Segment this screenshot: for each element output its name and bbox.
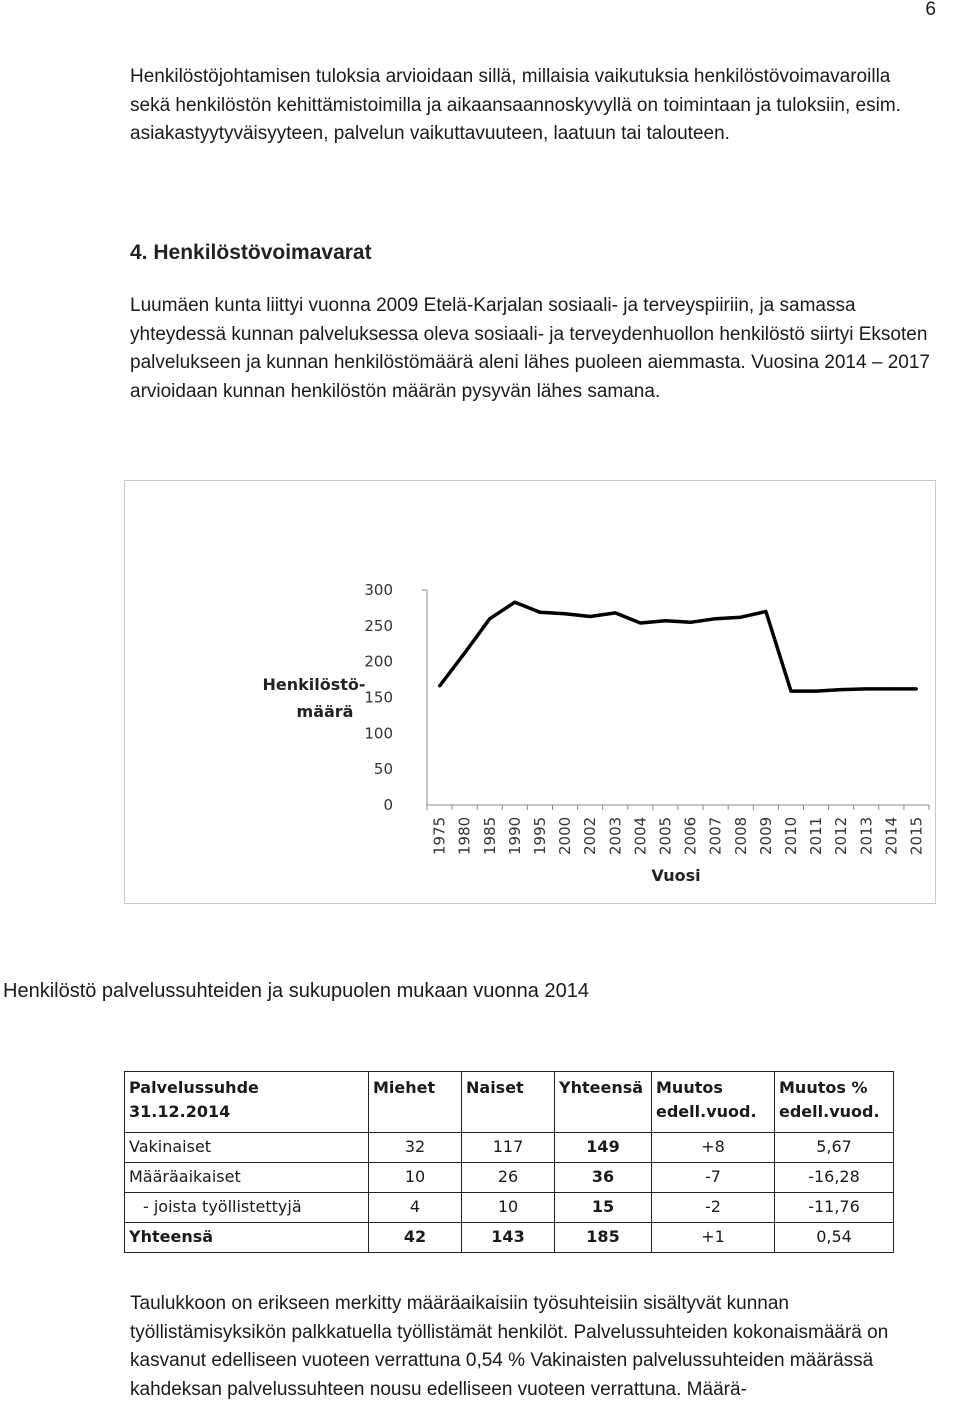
data-point bbox=[789, 690, 792, 693]
x-tick-label: 1990 bbox=[505, 816, 524, 855]
closing-paragraph: Taulukkoon on erikseen merkitty määräaikaisiin työsuhteisiin sisältyvät kunnan työllistämisyksikön palkkatuella työllistämät henkilöt. Palvelussuhteiden kokonaismäärä on kasvanut edelliseen vuoteen verrattuna 0,54 % Vakinaisten palvelussuhteiden määrässä kahdeksan palvelussuhteen nousu edelliseen vuoteen verrattuna. Määrä- bbox=[130, 1293, 889, 1400]
x-tick-label: 2009 bbox=[756, 816, 775, 855]
staff-table bbox=[124, 1071, 894, 1253]
x-tick-label: 2010 bbox=[781, 816, 800, 855]
data-point bbox=[890, 687, 893, 690]
section-heading bbox=[130, 241, 372, 265]
data-point bbox=[538, 611, 541, 614]
x-tick-label: 2013 bbox=[857, 816, 876, 855]
x-axis-title: Vuosi bbox=[651, 866, 701, 885]
header-muutos-pct: Muutos % edell.vuod. bbox=[775, 1072, 894, 1133]
y-axis-title-line2: määrä bbox=[296, 702, 354, 721]
cell-muutos: +8 bbox=[652, 1133, 775, 1163]
data-point bbox=[739, 616, 742, 619]
cell-muutos-pct: 5,67 bbox=[775, 1133, 894, 1163]
table-header-row bbox=[125, 1072, 894, 1133]
cell-miehet: 10 bbox=[369, 1163, 462, 1193]
x-tick-label: 2015 bbox=[907, 816, 926, 855]
x-tick-label: 1980 bbox=[455, 816, 474, 855]
cell-muutos: +1 bbox=[652, 1223, 775, 1253]
table-row bbox=[125, 1193, 894, 1223]
data-point bbox=[915, 687, 918, 690]
cell-muutos-pct: -16,28 bbox=[775, 1163, 894, 1193]
y-tick-label: 50 bbox=[373, 760, 393, 779]
header-palvelussuhde: Palvelussuhde 31.12.2014 bbox=[125, 1072, 369, 1133]
data-point bbox=[664, 619, 667, 622]
cell-muutos-pct: 0,54 bbox=[775, 1223, 894, 1253]
x-tick-label: 1975 bbox=[430, 816, 449, 855]
data-point bbox=[639, 621, 642, 624]
y-tick-label: 250 bbox=[364, 616, 393, 635]
cell-muutos: -7 bbox=[652, 1163, 775, 1193]
data-point bbox=[589, 615, 592, 618]
data-point bbox=[764, 610, 767, 613]
row-label: Vakinaiset bbox=[125, 1133, 369, 1163]
y-tick-label: 150 bbox=[364, 688, 393, 707]
x-tick-label: 2014 bbox=[882, 816, 901, 855]
data-point bbox=[463, 652, 466, 655]
section-number: 4. bbox=[130, 241, 148, 264]
series-line bbox=[440, 602, 917, 691]
header-naiset: Naiset bbox=[462, 1072, 555, 1133]
table-title: Henkilöstö palvelussuhteiden ja sukupuolen mukaan vuonna 2014 bbox=[3, 980, 589, 1002]
intro-paragraph: Henkilöstöjohtamisen tuloksia arvioidaan sillä, millaisia vaikutuksia henkilöstövoimavaroilla sekä henkilöstön kehittämistoimilla ja aikaansaannoskyvyllä on toimintaan ja tuloksiin, esim. asiakastyytyväisyyteen, palvelun vaikuttavuuteen, laatuun tai talouteen. bbox=[130, 66, 901, 144]
data-point bbox=[513, 601, 516, 604]
y-tick-label: 0 bbox=[383, 796, 393, 814]
cell-yhteensa: 15 bbox=[555, 1193, 652, 1223]
y-axis-title-line1: Henkilöstö- bbox=[262, 675, 366, 694]
row-label: Yhteensä bbox=[125, 1223, 369, 1253]
chart-canvas bbox=[125, 481, 937, 905]
cell-yhteensa: 149 bbox=[555, 1133, 652, 1163]
x-tick-label: 2004 bbox=[631, 816, 650, 855]
cell-miehet: 32 bbox=[369, 1133, 462, 1163]
table-total-row bbox=[125, 1223, 894, 1253]
data-point bbox=[714, 617, 717, 620]
cell-yhteensa: 36 bbox=[555, 1163, 652, 1193]
data-point bbox=[488, 617, 491, 620]
section-title: Henkilöstövoimavarat bbox=[153, 241, 372, 264]
cell-miehet: 42 bbox=[369, 1223, 462, 1253]
cell-yhteensa: 185 bbox=[555, 1223, 652, 1253]
row-label: Määräaikaiset bbox=[125, 1163, 369, 1193]
cell-miehet: 4 bbox=[369, 1193, 462, 1223]
x-tick-label: 2008 bbox=[731, 816, 750, 855]
y-tick-label: 100 bbox=[364, 724, 393, 743]
x-tick-label: 2002 bbox=[581, 816, 600, 855]
data-point bbox=[564, 612, 567, 615]
data-point bbox=[815, 690, 818, 693]
table-row bbox=[125, 1133, 894, 1163]
x-tick-label: 1995 bbox=[530, 816, 549, 855]
staff-count-chart bbox=[124, 480, 936, 904]
x-tick-label: 2012 bbox=[832, 816, 851, 855]
cell-naiset: 143 bbox=[462, 1223, 555, 1253]
cell-naiset: 26 bbox=[462, 1163, 555, 1193]
header-yhteensa: Yhteensä bbox=[555, 1072, 652, 1133]
x-tick-label: 2007 bbox=[706, 816, 725, 855]
data-point bbox=[865, 687, 868, 690]
header-miehet: Miehet bbox=[369, 1072, 462, 1133]
x-tick-label: 2005 bbox=[656, 816, 675, 855]
x-tick-label: 1985 bbox=[480, 816, 499, 855]
x-tick-label: 2000 bbox=[556, 816, 575, 855]
page-number: 6 bbox=[925, 0, 936, 20]
header-muutos: Muutos edell.vuod. bbox=[652, 1072, 775, 1133]
data-point bbox=[840, 688, 843, 691]
data-point bbox=[614, 611, 617, 614]
data-point bbox=[689, 621, 692, 624]
cell-naiset: 10 bbox=[462, 1193, 555, 1223]
cell-naiset: 117 bbox=[462, 1133, 555, 1163]
x-tick-label: 2011 bbox=[807, 816, 826, 855]
data-point bbox=[438, 685, 441, 688]
x-tick-label: 2003 bbox=[606, 816, 625, 855]
row-label: - joista työllistettyjä bbox=[125, 1193, 369, 1223]
cell-muutos-pct: -11,76 bbox=[775, 1193, 894, 1223]
section-paragraph: Luumäen kunta liittyi vuonna 2009 Etelä-Karjalan sosiaali- ja terveyspiiriin, ja samassa yhteydessä kunnan palveluksessa oleva sosiaali- ja terveydenhuollon henkilöstö siirtyi Eksoten palvelukseen ja kunnan henkilöstömäärä aleni lähes puoleen aiemmasta. Vuosina 2014 – 2017 arvioidaan kunnan henkilöstön määrän pysyvän lähes samana. bbox=[130, 295, 930, 402]
x-tick-label: 2006 bbox=[681, 816, 700, 855]
cell-muutos: -2 bbox=[652, 1193, 775, 1223]
table-row bbox=[125, 1163, 894, 1193]
y-tick-label: 300 bbox=[364, 581, 393, 599]
y-tick-label: 200 bbox=[364, 652, 393, 671]
